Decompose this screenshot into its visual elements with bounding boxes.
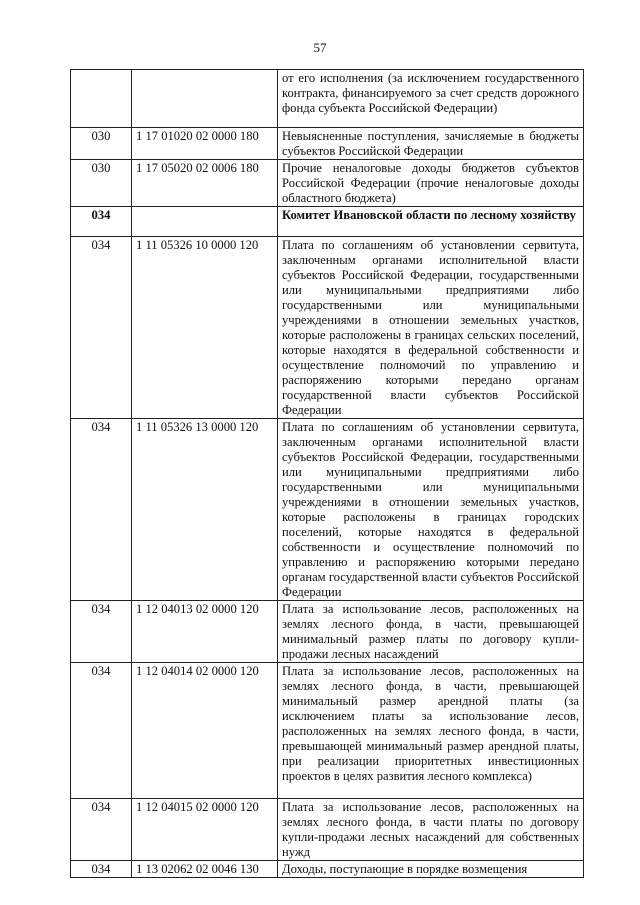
revenue-name-cell: от его исполнения (за исключением государственного контракта, финансируемого за счет средств дорожного фонда субъекта Российской Федерации) [278, 70, 584, 128]
budget-classification-code-cell: 1 12 04015 02 0000 120 [132, 799, 278, 861]
admin-code-cell: 030 [71, 160, 132, 207]
admin-code-cell: 034 [71, 861, 132, 878]
admin-code-cell: 034 [71, 799, 132, 861]
admin-code-cell: 034 [71, 419, 132, 601]
admin-code-cell [71, 70, 132, 128]
budget-classification-code-cell [132, 70, 278, 128]
revenue-name-cell: Плата за использование лесов, расположенных на землях лесного фонда, в части платы по договору купли-продажи лесных насаждений для собственных нужд [278, 799, 584, 861]
table-row [71, 601, 584, 663]
admin-code-cell: 034 [71, 207, 132, 237]
table-row [71, 419, 584, 601]
revenue-name-cell: Невыясненные поступления, зачисляемые в бюджеты субъектов Российской Федерации [278, 128, 584, 160]
table-row [71, 663, 584, 799]
revenue-name-cell: Доходы, поступающие в порядке возмещения [278, 861, 584, 878]
revenue-name-cell: Плата по соглашениям об установлении сервитута, заключенным органами исполнительной власти субъектов Российской Федерации, государственными или муниципальными предприятиями либо государственными или муниципальными учреждениями в отношении земельных участков, которые расположены в границах сельских поселений, которые находятся в федеральной собственности и осуществление полномочий по управлению и распоряжению которыми передано органам государственной власти субъектов Российской Федерации [278, 237, 584, 419]
revenue-name-cell: Плата по соглашениям об установлении сервитута, заключенным органами исполнительной власти субъектов Российской Федерации, государственными или муниципальными предприятиями либо государственными или муниципальными учреждениями в отношении земельных участков, которые расположены в границах городских поселений, которые находятся в федеральной собственности и осуществление полномочий по управлению и распоряжению которыми передано органам государственной власти субъектов Российской Федерации [278, 419, 584, 601]
revenue-name-cell: Плата за использование лесов, расположенных на землях лесного фонда, в части, превышающей минимальный размер арендной платы (за исключением платы за использование лесов, расположенных на землях лесного фонда, в части, превышающей минимальный размер арендной платы, при реализации приоритетных инвестиционных проектов в целях развития лесного комплекса) [278, 663, 584, 799]
budget-classification-code-cell [132, 207, 278, 237]
table-row [71, 207, 584, 237]
page-number: 57 [313, 40, 327, 55]
budget-classification-code-cell: 1 12 04014 02 0000 120 [132, 663, 278, 799]
admin-code-cell: 034 [71, 601, 132, 663]
budget-classification-code-cell: 1 11 05326 13 0000 120 [132, 419, 278, 601]
admin-code-cell: 034 [71, 663, 132, 799]
budget-classification-code-cell: 1 17 05020 02 0006 180 [132, 160, 278, 207]
section-heading-cell: Комитет Ивановской области по лесному хозяйству [278, 207, 584, 237]
table-row [71, 861, 584, 878]
budget-revenue-table [70, 69, 584, 878]
budget-classification-code-cell: 1 17 01020 02 0000 180 [132, 128, 278, 160]
table-row [71, 160, 584, 207]
table-row [71, 128, 584, 160]
budget-classification-code-cell: 1 13 02062 02 0046 130 [132, 861, 278, 878]
revenue-name-cell: Прочие неналоговые доходы бюджетов субъектов Российской Федерации (прочие неналоговые доходы областного бюджета) [278, 160, 584, 207]
admin-code-cell: 034 [71, 237, 132, 419]
table-row [71, 237, 584, 419]
budget-classification-code-cell: 1 12 04013 02 0000 120 [132, 601, 278, 663]
table-row [71, 70, 584, 128]
revenue-name-cell: Плата за использование лесов, расположенных на землях лесного фонда, в части, превышающей минимальный размер платы по договору купли-продажи лесных насаждений [278, 601, 584, 663]
admin-code-cell: 030 [71, 128, 132, 160]
table-row [71, 799, 584, 861]
budget-classification-code-cell: 1 11 05326 10 0000 120 [132, 237, 278, 419]
